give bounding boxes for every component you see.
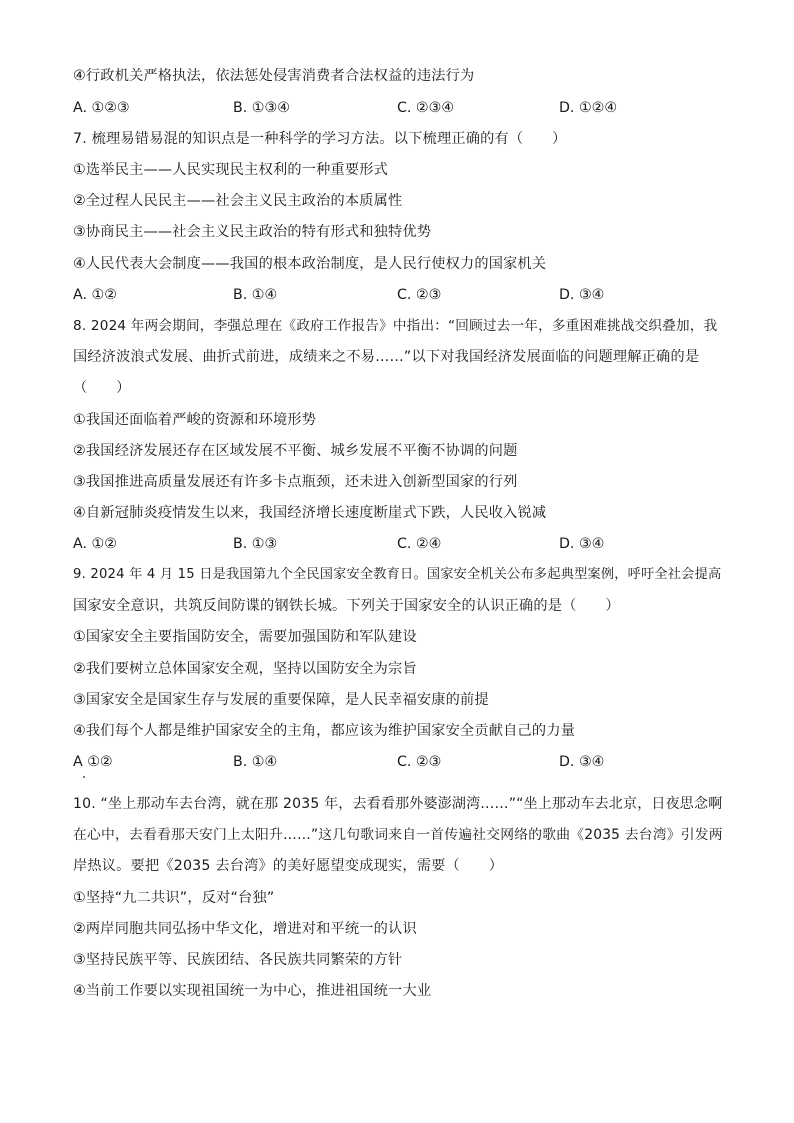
q7-statement-2: ②全过程人民民主——社会主义民主政治的本质属性 [73, 193, 403, 209]
q6-options [73, 98, 723, 118]
q8-stem-line-1: 8. 2024 年两会期间，李强总理在《政府工作报告》中指出：“回顾过去一年，多重困难挑战交织叠加，我 [73, 318, 718, 334]
q9-statement-1: ①国家安全主要指国防安全，需要加强国防和军队建设 [73, 629, 417, 645]
q7-option-b[interactable]: B. ①④ [233, 287, 278, 303]
stray-dot-mark [83, 776, 85, 778]
q7-stem: 7. 梳理易错易混的知识点是一种科学的学习方法。以下梳理正确的有（ ） [73, 131, 567, 147]
q9-statement-2: ②我们要树立总体国家安全观，坚持以国防安全为宗旨 [73, 661, 417, 677]
q8-option-a[interactable]: A. ①② [73, 536, 117, 552]
q6-option-b[interactable]: B. ①③④ [233, 100, 290, 116]
q7-option-c[interactable]: C. ②③ [397, 287, 442, 303]
q7-options [73, 285, 723, 305]
q10-stem-line-2: 在心中，去看看那天安门上太阳升……”这几句歌词来自一首传遍社交网络的歌曲《2035 去台湾》引发两 [73, 827, 723, 843]
q6-option-a[interactable]: A. ①②③ [73, 100, 130, 116]
q8-option-b[interactable]: B. ①③ [233, 536, 278, 552]
q6-option-c[interactable]: C. ②③④ [397, 100, 455, 116]
q9-option-d[interactable]: D. ③④ [559, 754, 605, 770]
q8-statement-3: ③我国推进高质量发展还有许多卡点瓶颈，还未进入创新型国家的行列 [73, 474, 518, 490]
q8-statement-4: ④自新冠肺炎疫情发生以来，我国经济增长速度断崖式下跌，人民收入锐减 [73, 505, 547, 521]
q6-option-d[interactable]: D. ①②④ [559, 100, 618, 116]
q10-statement-1: ①坚持“九二共识”，反对“台独” [73, 890, 275, 906]
q10-statement-3: ③坚持民族平等、民族团结、各民族共同繁荣的方针 [73, 952, 403, 968]
q7-statement-4: ④人民代表大会制度——我国的根本政治制度，是人民行使权力的国家机关 [73, 256, 547, 272]
q9-statement-4: ④我们每个人都是维护国家安全的主角，都应该为维护国家安全贡献自己的力量 [73, 723, 576, 739]
q10-statement-4: ④当前工作要以实现祖国统一为中心，推进祖国统一大业 [73, 983, 432, 999]
q8-stem-line-3: （ ） [73, 380, 131, 396]
q8-statement-1: ①我国还面临着严峻的资源和环境形势 [73, 412, 317, 428]
q9-stem-line-2: 国家安全意识，共筑反间防谍的钢铁长城。下列关于国家安全的认识正确的是（ ） [73, 598, 620, 614]
q8-options [73, 534, 723, 554]
q9-statement-3: ③国家安全是国家生存与发展的重要保障，是人民幸福安康的前提 [73, 692, 489, 708]
q9-option-c[interactable]: C. ②③ [397, 754, 442, 770]
q9-option-b[interactable]: B. ①④ [233, 754, 278, 770]
q9-options [73, 752, 723, 772]
q8-stem-line-2: 国经济波浪式发展、曲折式前进，成绩来之不易……”以下对我国经济发展面临的问题理解正确的是 [73, 349, 700, 365]
q8-option-c[interactable]: C. ②④ [397, 536, 442, 552]
q7-option-a[interactable]: A. ①② [73, 287, 117, 303]
q10-statement-2: ②两岸同胞共同弘扬中华文化，增进对和平统一的认识 [73, 921, 417, 937]
q8-statement-2: ②我国经济发展还存在区域发展不平衡、城乡发展不平衡不协调的问题 [73, 443, 518, 459]
q7-statement-1: ①选举民主——人民实现民主权利的一种重要形式 [73, 162, 389, 178]
q10-stem-line-1: 10. “坐上那动车去台湾，就在那 2035 年，去看看那外婆澎湖湾……”“坐上那动车去北京，日夜思念啊 [73, 796, 723, 812]
q9-option-a[interactable]: A ①② [73, 754, 113, 770]
q7-statement-3: ③协商民主——社会主义民主政治的特有形式和独特优势 [73, 224, 432, 240]
q7-option-d[interactable]: D. ③④ [559, 287, 605, 303]
q6-statement-4: ④行政机关严格执法，依法惩处侵害消费者合法权益的违法行为 [73, 68, 475, 84]
q10-stem-line-3: 岸热议。要把《2035 去台湾》的美好愿望变成现实，需要（ ） [73, 858, 504, 874]
q8-option-d[interactable]: D. ③④ [559, 536, 605, 552]
q9-stem-line-1: 9. 2024 年 4 月 15 日是我国第九个全民国家安全教育日。国家安全机关公布多起典型案例，呼吁全社会提高 [73, 567, 722, 582]
